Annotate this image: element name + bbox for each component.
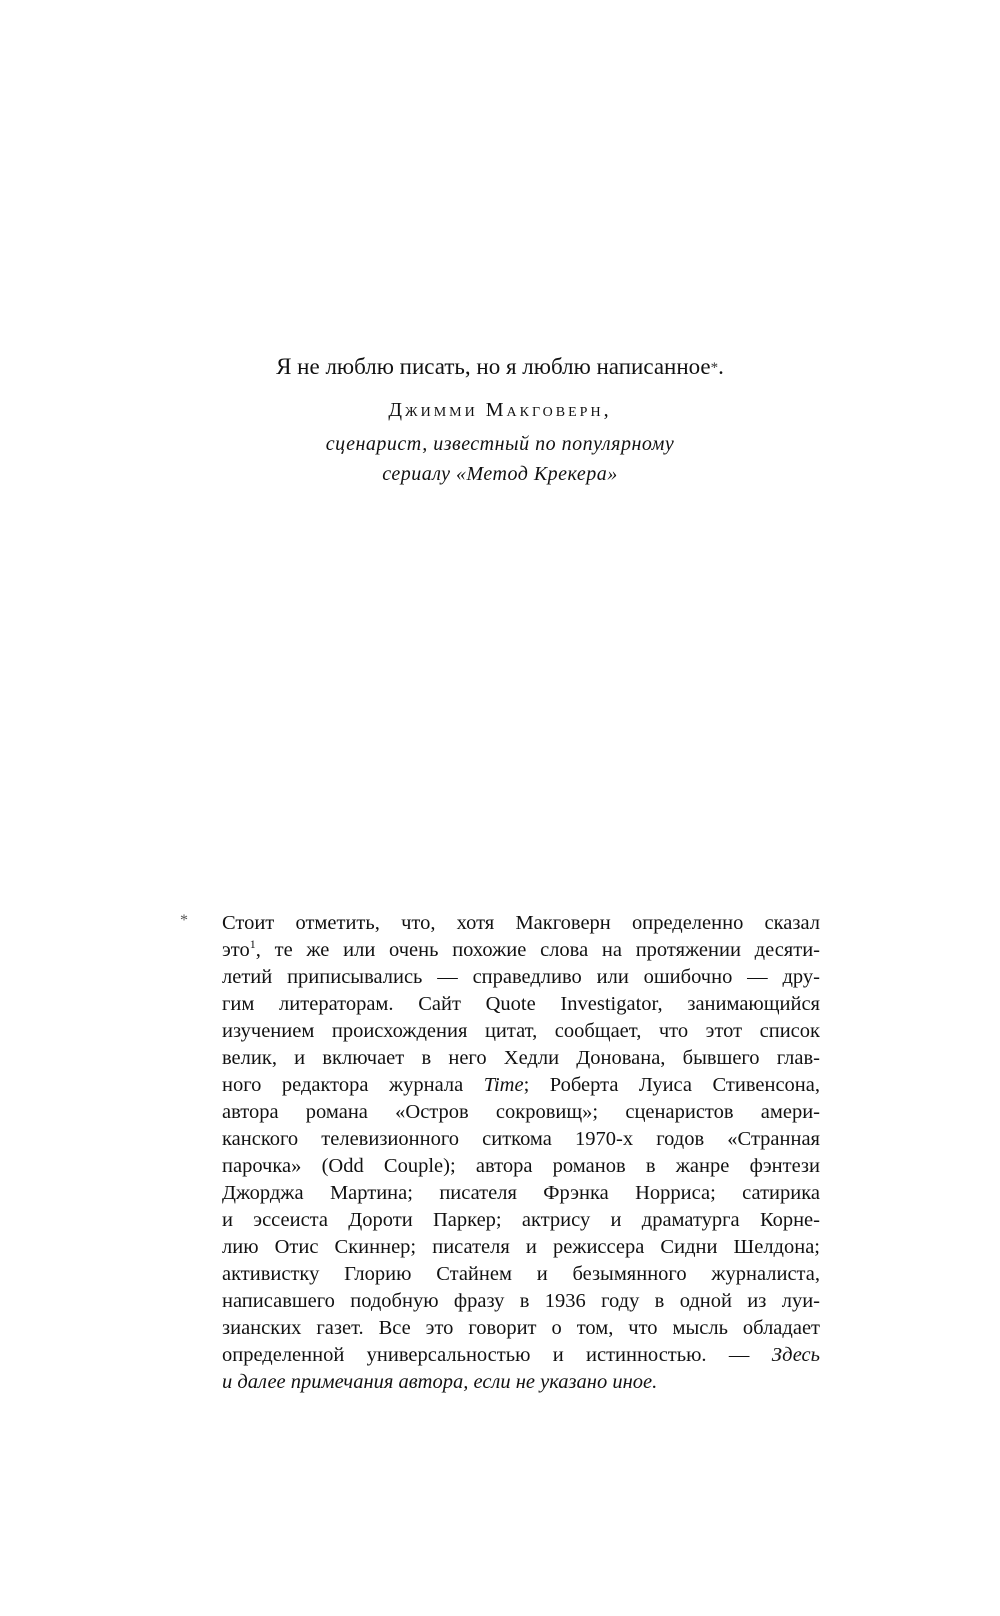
footnote-line: и далее примечания автора, если не указано иное. [222, 1371, 658, 1393]
footnote-line: велик, и включает в него Хедли Донована, бывшего глав- [222, 1047, 820, 1069]
footnote-line: автора романа «Остров сокровищ»; сценаристов амери- [222, 1101, 820, 1123]
footnote-line: активистку Глорию Стайнем и безымянного журналиста, [222, 1263, 820, 1285]
footnote-line: Джорджа Мартина; писателя Фрэнка Норриса; сатирика [222, 1182, 820, 1204]
endnote-reference[interactable]: 1 [249, 937, 256, 951]
epigraph-author-role [0, 429, 1000, 489]
footnote-line: Стоит отметить, что, хотя Макговерн определенно сказал [222, 912, 820, 934]
footnote-line: лию Отис Скиннер; писателя и режиссера Сидни Шелдона; [222, 1236, 820, 1258]
footnote-mark: * [180, 912, 188, 929]
quote-text: Я не люблю писать, но я люблю написанное [276, 354, 711, 379]
footnote-line: летий приписывались — справедливо или ошибочно — дру- [222, 966, 820, 988]
role-line-1: сценарист, известный по популярному [325, 433, 675, 455]
footnote-line: гим литераторам. Сайт Quote Investigator, занимающийся [222, 993, 820, 1015]
footnote-line: это$^1$, те же или очень похожие слова на протяжении десяти- [222, 937, 820, 961]
footnote-line: изучением происхождения цитат, сообщает, что этот список [222, 1020, 820, 1042]
footnote-line: и эссеиста Дороти Паркер; актрису и драматурга Корне- [222, 1209, 820, 1231]
footnote-line: ного редактора журнала Time; Роберта Луиса Стивенсона, [222, 1074, 820, 1096]
footnote-line: определенной универсальностью и истинностью. — Здесь [222, 1344, 820, 1366]
footnote-line: написавшего подобную фразу в 1936 году в одной из луи- [222, 1290, 820, 1312]
epigraph-author: Джимми Макговерн, [388, 399, 612, 421]
epigraph [0, 352, 1000, 489]
quote-end: . [718, 354, 724, 379]
footnote-line: зианских газет. Все это говорит о том, что мысль обладает [222, 1317, 820, 1339]
footnote-reference-mark[interactable]: * [710, 360, 719, 376]
magazine-title: Time [483, 1074, 524, 1096]
footnote-text [222, 910, 820, 1396]
footnote-line: канского телевизионного ситкома 1970-х годов «Странная [222, 1128, 820, 1150]
footnote-line: парочка» (Odd Couple); автора романов в жанре фэнтези [222, 1155, 820, 1177]
epigraph-quote [0, 352, 1000, 383]
role-line-2: сериалу «Метод Крекера» [382, 463, 618, 485]
